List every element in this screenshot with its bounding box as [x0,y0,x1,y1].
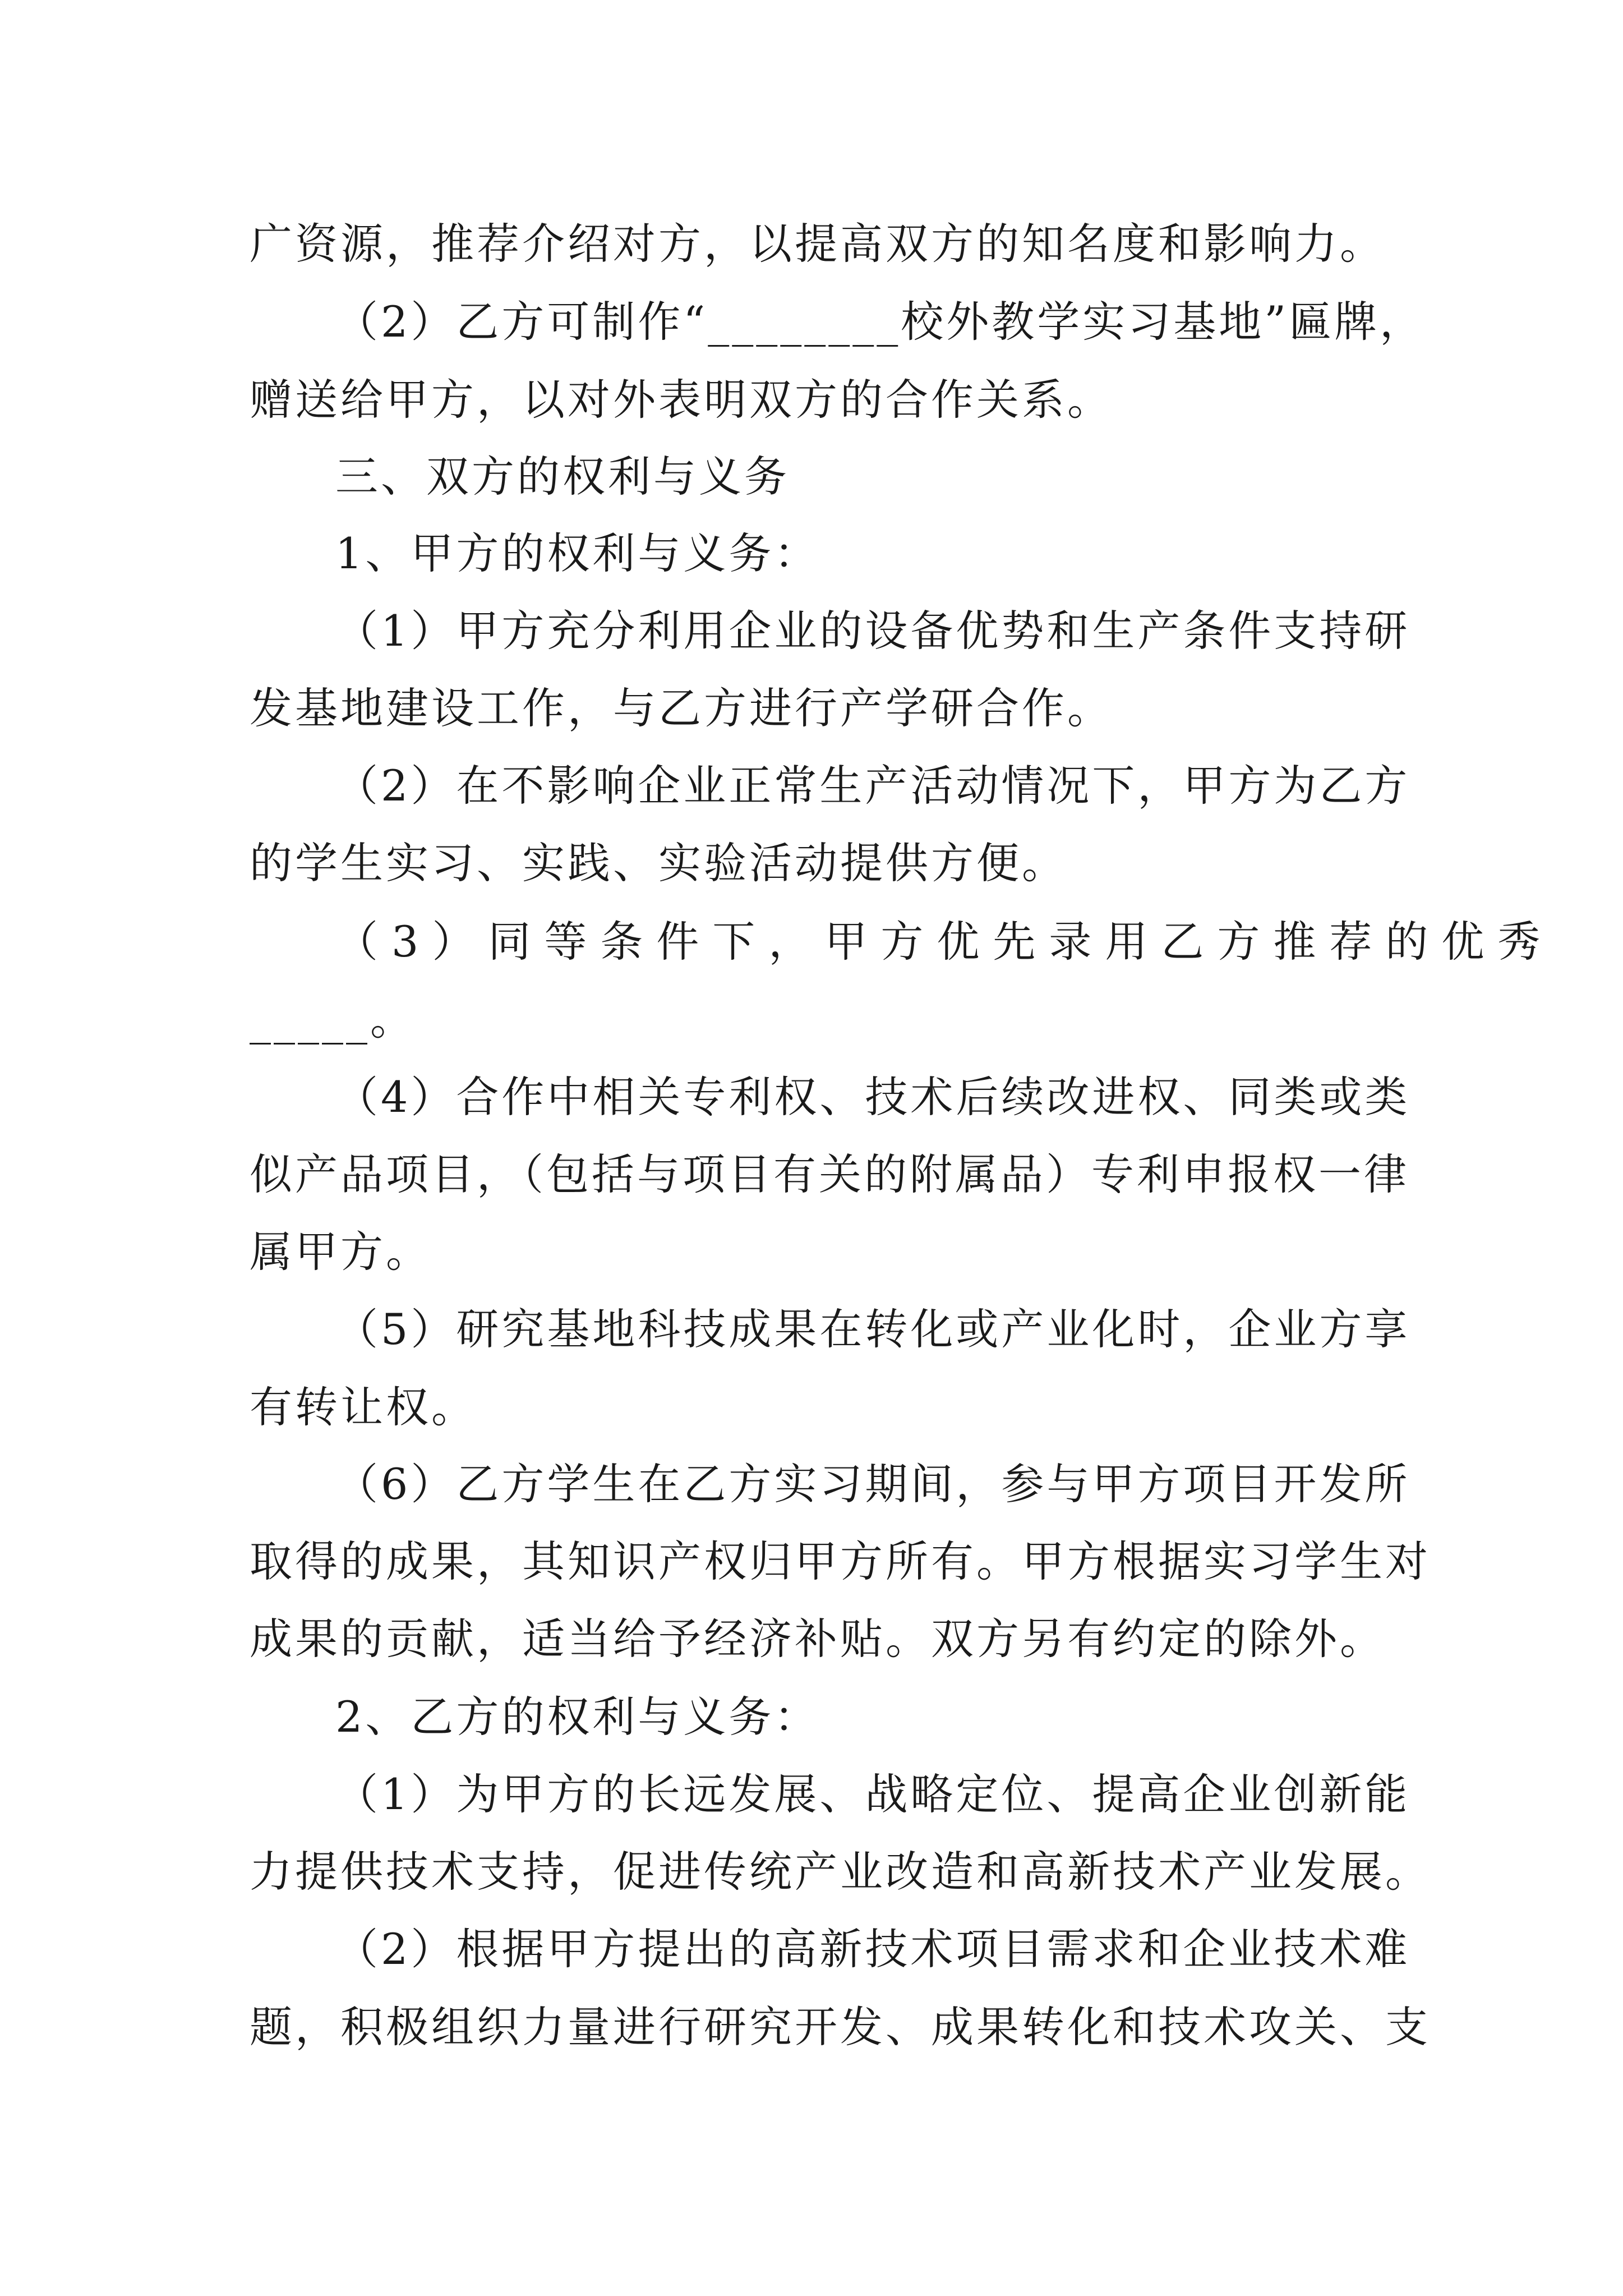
section-heading: 三、双方的权利与义务 [335,452,790,501]
text-line: （4）合作中相关专利权、技术后续改进权、同类或类 [335,1072,1410,1122]
text-line: 似产品项目，（包括与项目有关的附属品）专利申报权一律 [250,1149,1409,1199]
text-line: 赠送给甲方，以对外表明双方的合作关系。 [250,375,1113,425]
text-line: （2）在不影响企业正常生产活动情况下，甲方为乙方 [335,761,1410,811]
text-line: 的学生实习、实践、实验活动提供方便。 [250,838,1067,888]
text-line: 取得的成果，其知识产权归甲方所有。甲方根据实习学生对 [250,1536,1431,1586]
text-line: 成果的贡献，适当给予经济补贴。双方另有约定的除外。 [250,1614,1385,1664]
text-line: （2）乙方可制作“________校外教学实习基地”匾牌， [335,297,1426,347]
text-line: _____。 [250,995,416,1045]
text-line: 有转让权。 [250,1382,477,1432]
text-line: （6）乙方学生在乙方实习期间，参与甲方项目开发所 [335,1459,1410,1509]
subsection-heading: 1、甲方的权利与义务： [335,528,820,578]
text-line: 发基地建设工作，与乙方进行产学研合作。 [250,683,1113,733]
text-line: 题，积极组织力量进行研究开发、成果转化和技术攻关、支 [250,2002,1431,2052]
text-line: 属甲方。 [250,1227,431,1277]
text-line: （2）根据甲方提出的高新技术项目需求和企业技术难 [335,1924,1410,1974]
subsection-heading: 2、乙方的权利与义务： [335,1692,820,1742]
text-line: 力提供技术支持，促进传统产业改造和高新技术产业发展。 [250,1847,1431,1897]
text-line: （1）为甲方的长远发展、战略定位、提高企业创新能 [335,1769,1410,1819]
text-line: （3）同等条件下，甲方优先录用乙方推荐的优秀 [335,917,1554,967]
text-line: （1）甲方充分利用企业的设备优势和生产条件支持研 [335,606,1410,656]
text-line: （5）研究基地科技成果在转化或产业化时，企业方享 [335,1304,1410,1354]
text-line: 广资源，推荐介绍对方，以提高双方的知名度和影响力。 [250,219,1385,269]
